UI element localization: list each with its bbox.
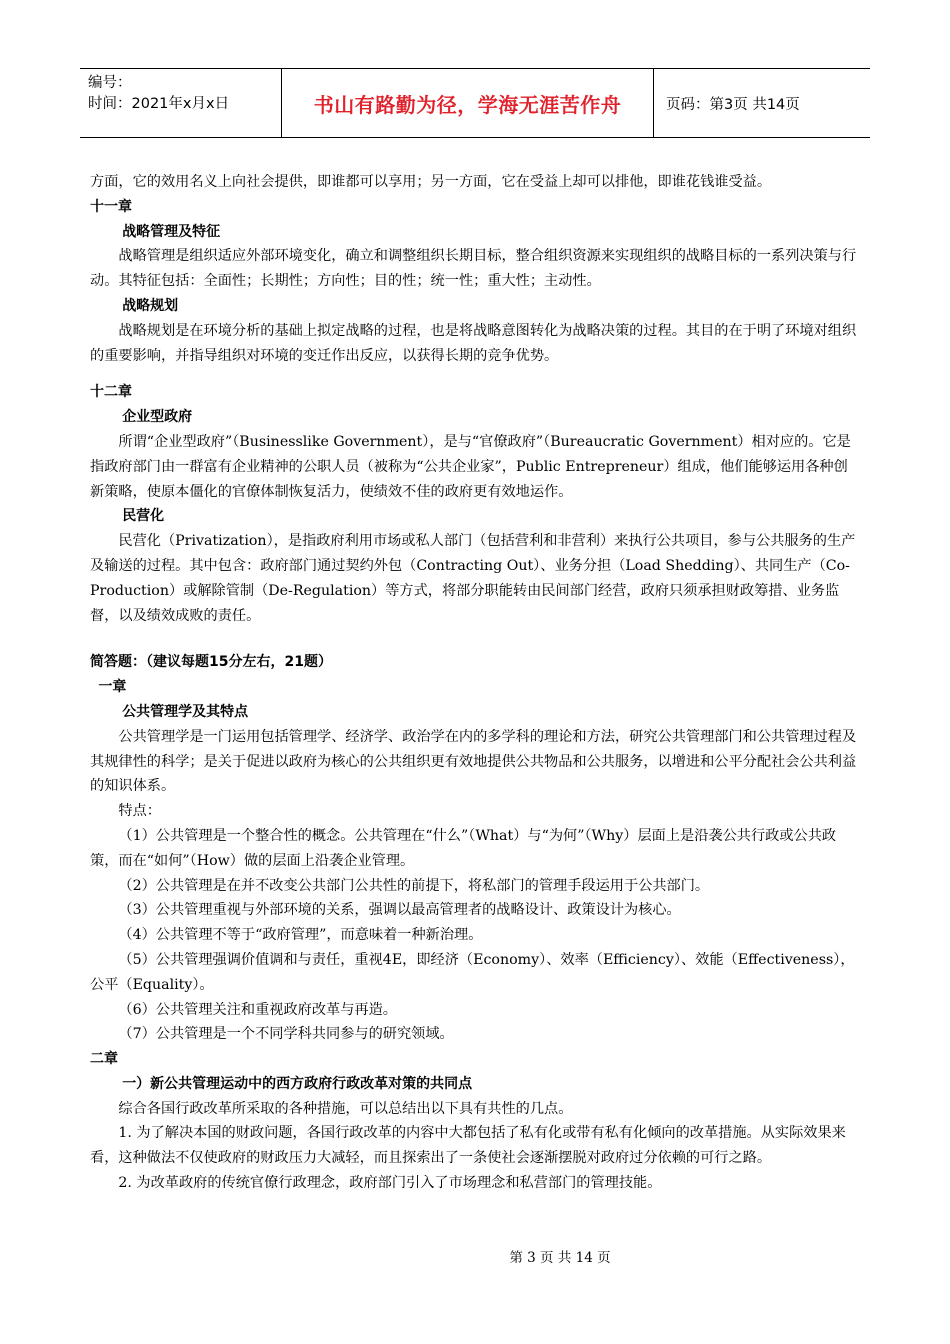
paragraph: 特点： (118, 803, 161, 820)
document-body (90, 170, 860, 1196)
page-footer: 第 3 页 共 14 页 (509, 1250, 611, 1266)
section-heading: 公共管理学及其特点 (122, 703, 249, 720)
header-meta (80, 69, 282, 137)
paragraph: 民营化（Privatization），是指政府利用市场或私人部门（包括营利和非营利）来执行公共项目，参与公共服务的生产及输送的过程。其中包含：政府部门通过契约外包（Contracting Out）、业务分担（Load Shedding）、共同生产（Co- Production）或解除管制（De-Regulation）等方式，将部分职能转由民间部门经营，政府只须承担财政筹措、业务监督，以及绩效成败的责任。 (90, 533, 856, 624)
list-item: （4）公共管理不等于“政府管理”，而意味着一种新治理。 (118, 927, 483, 944)
paragraph: 2. 为改革政府的传统官僚行政理念，政府部门引入了市场理念和私营部门的管理技能。 (118, 1175, 662, 1192)
chapter-heading: 十一章 (90, 198, 132, 215)
chapter-heading: 一章 (98, 679, 127, 696)
paragraph: 方面，它的效用名义上向社会提供，即谁都可以享用；另一方面，它在受益上却可以排他，即谁花钱谁受益。 (90, 174, 772, 190)
section-heading: 企业型政府 (122, 409, 193, 426)
section-heading: 一）新公共管理运动中的西方政府行政改革对策的共同点 (122, 1075, 473, 1092)
paragraph: 战略管理是组织适应外部环境变化，确立和调整组织长期目标，整合组织资源来实现组织的战略目标的一系列决策与行动。其特征包括：全面性；长期性；方向性；目的性；统一性；重大性；主动性。 (90, 248, 857, 290)
paragraph: 公共管理学是一门运用包括管理学、经济学、政治学在内的多学科的理论和方法，研究公共管理部门和公共管理过程及其规律性的科学；是关于促进以政府为核心的公共组织更有效地提供公共物品和公共服务，以增进和公平分配社会公共利益的知识体系。 (90, 728, 857, 795)
short-answer-heading: 简答题：（建议每题15分左右，21题） (90, 654, 332, 671)
chapter-heading: 二章 (90, 1051, 118, 1068)
section-heading: 战略规划 (122, 297, 179, 314)
list-item: （7）公共管理是一个不同学科共同参与的研究领域。 (118, 1026, 454, 1043)
section-heading: 民营化 (122, 508, 165, 525)
header-number: 编号： (88, 75, 132, 91)
paragraph: 1. 为了解决本国的财政问题，各国行政改革的内容中大都包括了私有化或带有私有化倾向的改革措施。从实际效果来看，这种做法不仅使政府的财政压力大减轻，而且探索出了一条使社会逐渐摆脱对政府过分依赖的可行之路。 (90, 1125, 846, 1167)
chapter-heading: 十二章 (90, 384, 132, 401)
header-time: 时间：2021年x月x日 (88, 96, 230, 112)
list-item: （3）公共管理重视与外部环境的关系，强调以最高管理者的战略设计、政策设计为核心。 (118, 902, 681, 919)
list-item: （5）公共管理强调价值调和与责任，重视4E，即经济（Economy）、效率（Efficiency）、效能（Effectiveness），公平（Equality）。 (90, 951, 855, 993)
paragraph: 所谓“企业型政府”（Businesslike Government），是与“官僚政府”（Bureaucratic Government）相对应的。它是指政府部门由一群富有企业精神的公职人员（被称为“公共企业家”，Public Entrepreneur）组成，他们能够运用各种创新策略，使原本僵化的官僚体制恢复活力，使绩效不佳的政府更有效地运作。 (90, 433, 851, 500)
header-page-info: 页码：第3页 共14页 (666, 96, 800, 113)
paragraph: 战略规划是在环境分析的基础上拟定战略的过程，也是将战略意图转化为战略决策的过程。其目的在于明了环境对组织的重要影响，并指导组织对环境的变迁作出反应，以获得长期的竞争优势。 (90, 322, 857, 364)
page-header (80, 68, 870, 138)
list-item: （1）公共管理是一个整合性的概念。公共管理在“什么”（What）与“为何”（Why）层面上是沿袭公共行政或公共政策，而在“如何”（How）做的层面上沿袭企业管理。 (90, 827, 837, 869)
list-item: （2）公共管理是在并不改变公共部门公共性的前提下，将私部门的管理手段运用于公共部门。 (118, 877, 710, 894)
header-motto: 书山有路勤为径，学海无涯苦作舟 (282, 69, 654, 137)
list-item: （6）公共管理关注和重视政府改革与再造。 (118, 1001, 397, 1018)
section-heading: 战略管理及特征 (122, 223, 221, 240)
paragraph: 综合各国行政改革所采取的各种措施，可以总结出以下具有共性的几点。 (118, 1100, 573, 1117)
